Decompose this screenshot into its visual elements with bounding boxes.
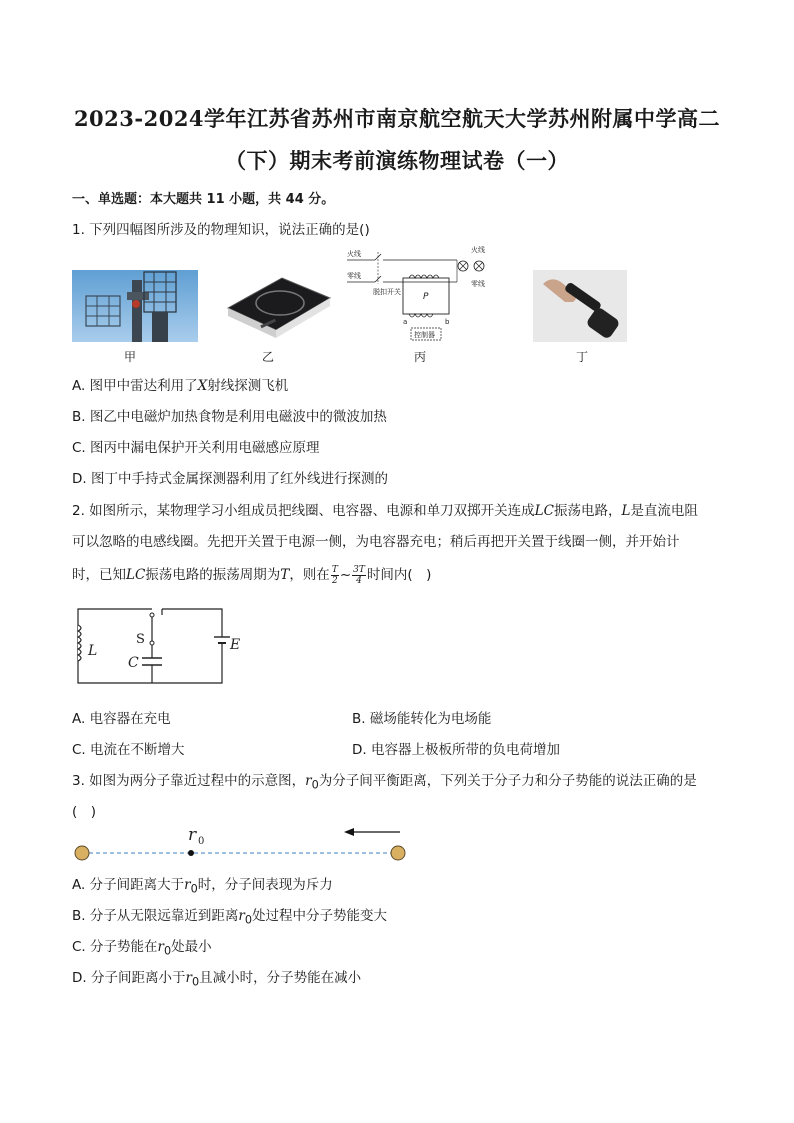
label-r0: r	[188, 825, 197, 845]
label-C: C	[128, 655, 139, 671]
caption-ding: 丁	[576, 350, 589, 364]
label-live-right: 火线	[471, 246, 485, 254]
q2-stem-line-2: 可以忽略的电感线圈。先把开关置于电源一侧，为电容器充电；稍后再把开关置于线圈一侧，并开始计	[72, 534, 680, 550]
label-p: P	[423, 292, 429, 302]
q3-option-c[interactable]: C. 分子势能在$r_0$处最小	[72, 939, 212, 958]
label-controller: 控制器	[414, 331, 435, 339]
label-neutral-left: 零线	[347, 272, 361, 280]
label-a: a	[403, 318, 408, 326]
fraction-3t-over-4: $\frac{3T}{4}$	[353, 564, 365, 586]
label-trip-switch: 脱扣开关	[373, 288, 401, 296]
title-line-2: （下）期末考前演练物理试卷（一）	[225, 148, 569, 173]
molecule-approach-figure	[70, 822, 415, 866]
metal-detector-photo	[533, 270, 627, 342]
title-line-1: 2023-2024学年江苏省苏州市南京航空航天大学苏州附属中学高二	[73, 106, 721, 131]
q1-option-a[interactable]: A. 图甲中雷达利用了X射线探测飞机	[72, 378, 289, 394]
q2-stem-line-1: 2. 如图所示，某物理学习小组成员把线圈、电容器、电源和单刀双掷开关连成LC振荡电路，L是直流电阻	[72, 503, 698, 519]
caption-bing: 丙	[414, 350, 427, 364]
q2-option-c[interactable]: C. 电流在不断增大	[72, 742, 185, 758]
label-L: L	[88, 643, 98, 659]
section-heading: 一、单选题：本大题共 11 小题，共 44 分。	[72, 192, 335, 207]
label-E: E	[230, 637, 241, 653]
q3-option-a[interactable]: A. 分子间距离大于$r_0$时，分子间表现为斥力	[72, 877, 333, 896]
label-neutral-right: 零线	[471, 280, 485, 288]
q2-option-b[interactable]: B. 磁场能转化为电场能	[352, 711, 492, 727]
q3-stem-line-2: ( )	[72, 804, 97, 820]
radar-photo	[72, 270, 198, 342]
label-r0-subscript: 0	[198, 836, 205, 847]
q1-option-c[interactable]: C. 图丙中漏电保护开关利用电磁感应原理	[72, 440, 320, 456]
label-live-left: 火线	[347, 250, 361, 258]
lc-circuit-diagram	[70, 603, 250, 691]
label-b: b	[445, 318, 450, 326]
fraction-t-over-2: $\frac{T}{2}$	[331, 564, 338, 586]
leakage-switch-diagram	[345, 244, 495, 344]
q2-option-d[interactable]: D. 电容器上极板所带的负电荷增加	[352, 742, 560, 758]
q1-option-d[interactable]: D. 图丁中手持式金属探测器利用了红外线进行探测的	[72, 471, 388, 487]
q3-option-b[interactable]: B. 分子从无限远靠近到距离$r_0$处过程中分子势能变大	[72, 908, 387, 927]
q2-stem-line-3: 时，已知LC振荡电路的振荡周期为T，则在 $\frac{T}{2}$ ~ $\frac{3T}{4}$ 时间内( )	[72, 564, 432, 586]
q3-option-d[interactable]: D. 分子间距离小于$r_0$且减小时，分子势能在减小	[72, 970, 362, 989]
q1-option-b[interactable]: B. 图乙中电磁炉加热食物是利用电磁波中的微波加热	[72, 409, 387, 425]
label-S: S	[136, 632, 145, 647]
caption-yi: 乙	[262, 350, 275, 364]
induction-cooker-image	[222, 270, 334, 342]
caption-jia: 甲	[124, 350, 137, 364]
q1-stem: 1. 下列四幅图所涉及的物理知识，说法正确的是()	[72, 222, 370, 238]
q2-option-a[interactable]: A. 电容器在充电	[72, 711, 171, 727]
q3-stem-line-1: 3. 如图为两分子靠近过程中的示意图，$r_0$为分子间平衡距离，下列关于分子力和分子势能的说法正确的是	[72, 773, 697, 792]
